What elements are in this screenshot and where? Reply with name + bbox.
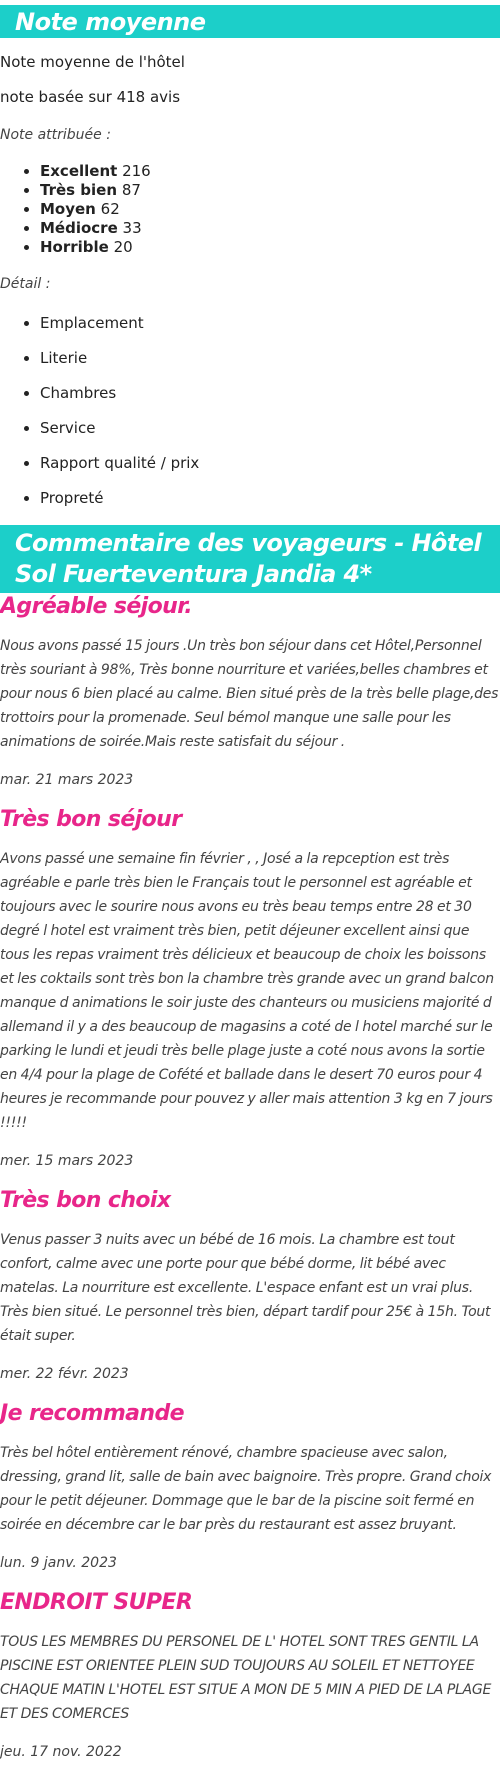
distribution-item [40,181,151,200]
distribution-label: Très bien [40,181,118,199]
distribution-label: Excellent [40,162,118,180]
detail-item: • Literie [40,347,199,382]
review-item [0,1186,500,1384]
comments-section-header: Commentaire des voyageurs - Hôtel Sol Fuerteventura Jandia 4* [0,525,500,593]
review-item [0,1588,500,1762]
review-text: Nous avons passé 15 jours .Un très bon séjour dans cet Hôtel,Personnel très souriant à 98%, Très bonne nourriture et variées,belles chambres et pour nous 6 bien placé au calme. Bien situé près de la très belle plage,des trottoirs pour la promenade. Seul bémol manque une salle pour les animations de soirée.Mais reste satisfait du séjour . [0,638,499,750]
comments-section-header-wrap [0,525,500,593]
distribution-count: 62 [100,200,120,218]
review-text: Très bel hôtel entièrement rénové, chambre spacieuse avec salon, dressing, grand lit, salle de bain avec baignoire. Très propre. Grand choix pour le petit déjeuner. Dommage que le bar de la piscine soit fermé en soirée en décembre car le bar près du restaurant est assez bruyant. [0,1445,492,1533]
distribution-item [40,200,151,219]
distribution-label: Médiocre [40,219,118,237]
review-title: Très bon choix [0,1188,171,1213]
distribution-item [40,162,151,181]
attributed-label: Note attribuée : [0,127,111,143]
detail-item: • Rapport qualité / prix [40,452,199,487]
rating-count: note basée sur 418 avis [0,88,181,106]
note-section-header-wrap [0,5,500,38]
review-date: mar. 21 mars 2023 [0,772,134,788]
distribution-item [40,219,151,238]
review-title: ENDROIT SUPER [0,1590,193,1615]
distribution-count: 20 [113,238,133,256]
review-list [0,592,500,1777]
review-date: mer. 22 févr. 2023 [0,1366,129,1382]
review-text: Venus passer 3 nuits avec un bébé de 16 mois. La chambre est tout confort, calme avec une porte pour que bébé dorme, lit bébé avec matelas. La nourriture est excellente. L'espace enfant est un vrai plus. Très bien situé. Le personnel très bien, départ tardif pour 25€ à 15h. Tout était super. [0,1232,491,1344]
note-section-header: Note moyenne [0,5,500,38]
review-date: jeu. 17 nov. 2022 [0,1744,122,1760]
review-title: Je recommande [0,1401,184,1426]
detail-list [0,312,199,522]
detail-item: • Chambres [40,382,199,417]
distribution-count: 33 [122,219,142,237]
detail-label: Détail : [0,276,51,292]
review-text: Avons passé une semaine fin février , , José a la repception est très agréable e parle très bien le Français tout le personnel est agréable et toujours avec le sourire nous avons eu très beau temps entre 28 et 30 degré l hotel est vraiment très bien, petit déjeuner excellent ainsi que tous les repas vraiment très délicieux et beaucoup de choix les boissons et les coktails sont très bon la chambre très grande avec un grand balcon manque d animations le soir juste des chanteurs ou musiciens majorité d allemand il y a des beaucoup de magasins a coté de l hotel marché sur le parking le lundi et jeudi très belle plage juste a coté nous avons la sortie en 4/4 pour la plage de Cofété et ballade dans le desert 70 euros pour 4 heures je recommande pour pouvez y aller mais attention 3 kg en 7 jours !!!!! [0,851,494,1131]
review-item [0,592,500,790]
distribution-label: Horrible [40,238,109,256]
review-date: lun. 9 janv. 2023 [0,1555,117,1571]
detail-item: • Propreté [40,487,199,522]
review-title: Très bon séjour [0,807,182,832]
review-title: Agréable séjour. [0,594,193,619]
distribution-count: 87 [121,181,141,199]
distribution-item [40,238,151,257]
rating-distribution [0,162,151,257]
review-item [0,805,500,1171]
review-date: mer. 15 mars 2023 [0,1153,134,1169]
detail-item: • Emplacement [40,312,199,347]
distribution-count: 216 [122,162,151,180]
rating-title: Note moyenne de l'hôtel [0,53,185,71]
review-text: TOUS LES MEMBRES DU PERSONEL DE L' HOTEL SONT TRES GENTIL LA PISCINE EST ORIENTEE PLEIN SUD TOUJOURS AU SOLEIL ET NETTOYEE CHAQUE MATIN L'HOTEL EST SITUE A MON DE 5 MIN A PIED DE LA PLAGE ET DES COMERCES [0,1634,492,1722]
detail-item: • Service [40,417,199,452]
review-item [0,1399,500,1573]
distribution-label: Moyen [40,200,96,218]
